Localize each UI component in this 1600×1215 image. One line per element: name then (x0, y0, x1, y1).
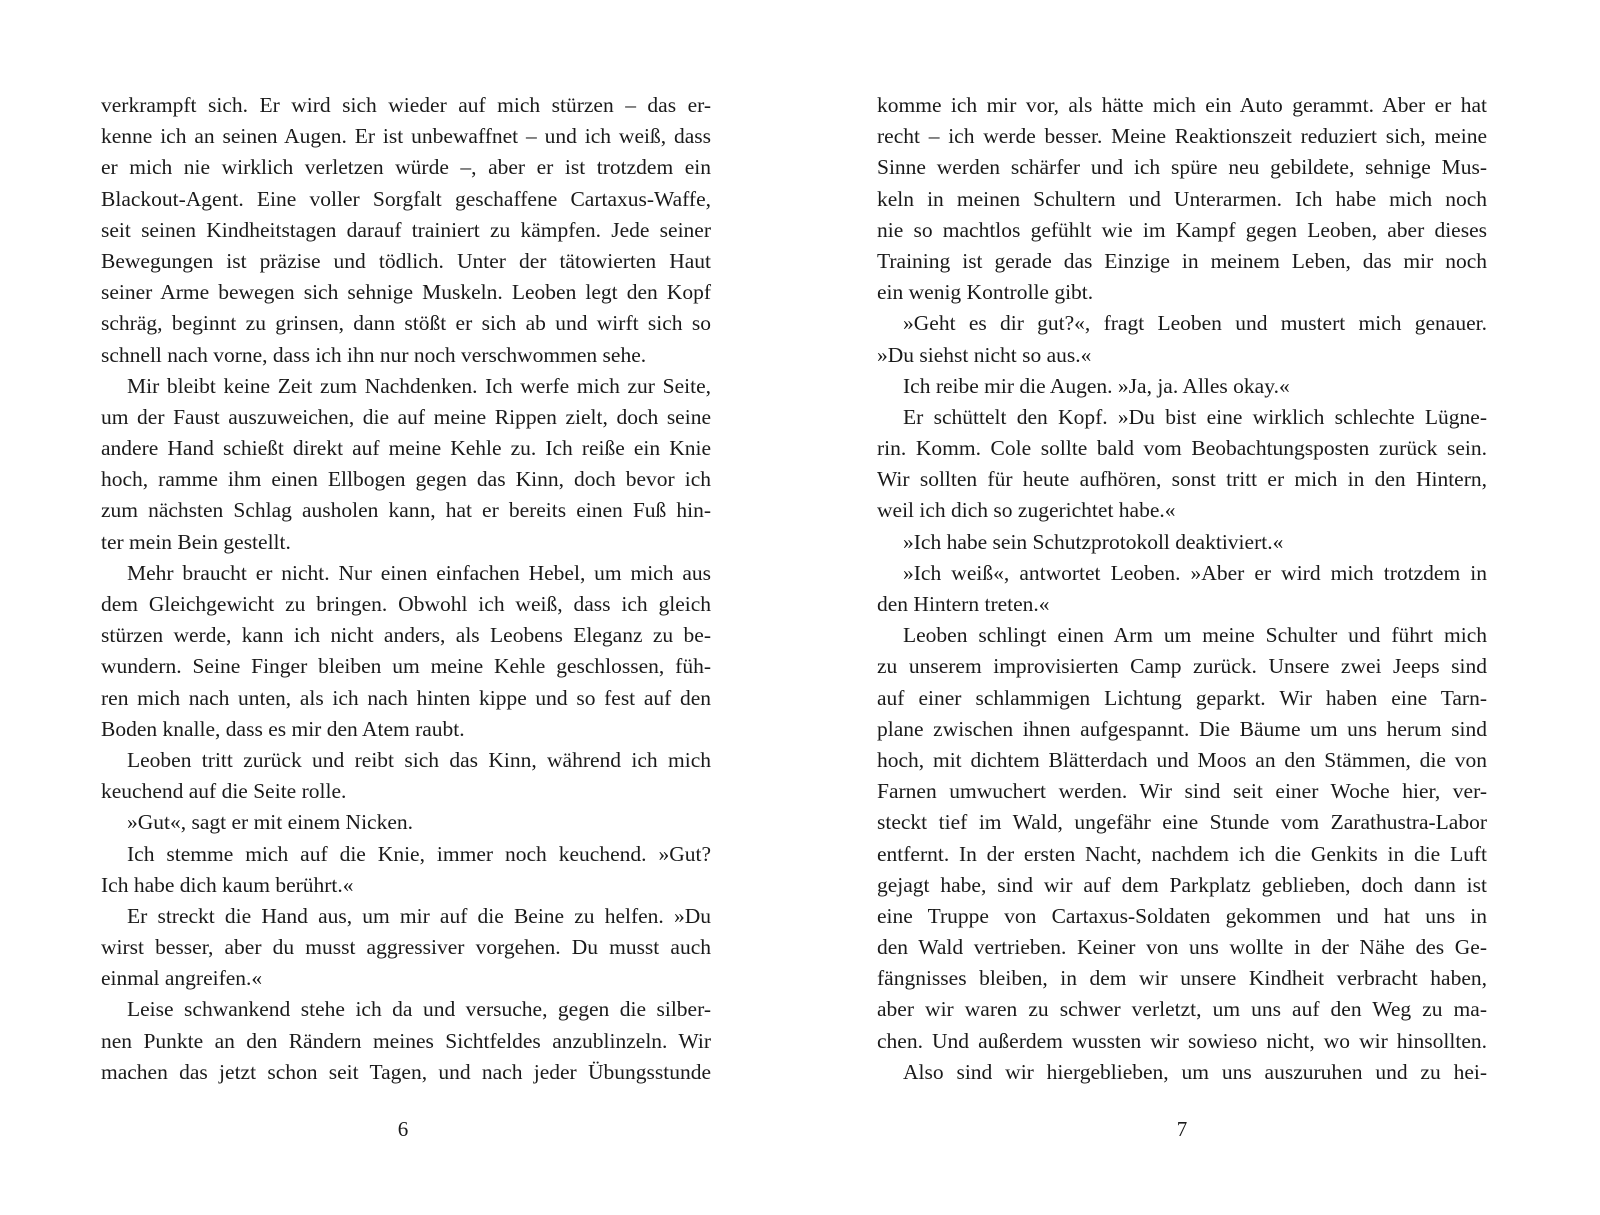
text-line: Er streckt die Hand aus, um mir auf die Beine zu helfen. »Du (127, 903, 711, 928)
text-line: »Geht es dir gut?«, fragt Leoben und mustert mich genauer. (903, 311, 1487, 336)
text-line: aber wir waren zu schwer verletzt, um uns auf den Weg zu ma- (877, 997, 1487, 1022)
text-line: komme ich mir vor, als hätte mich ein Auto gerammt. Aber er hat (877, 93, 1487, 117)
text-line: Bewegungen ist präzise und tödlich. Unter der tätowierten Haut (101, 248, 711, 273)
text-line: keln in meinen Schultern und Unterarmen. Ich habe mich noch (877, 186, 1487, 211)
text-line: Leoben schlingt einen Arm um meine Schulter und führt mich (903, 623, 1487, 648)
text-line: ren mich nach unten, als ich nach hinten kippe und so fest auf den (101, 685, 711, 710)
text-line: Farnen umwuchert werden. Wir sind seit einer Woche hier, ver- (877, 779, 1487, 804)
text-line: rin. Komm. Cole sollte bald vom Beobachtungsposten zurück sein. (877, 436, 1487, 461)
text-line: ein wenig Kontrolle gibt. (877, 280, 1094, 305)
left-page-number: 6 (397, 1117, 409, 1141)
text-line: wundern. Seine Finger bleiben um meine Kehle geschlossen, füh- (101, 654, 711, 679)
text-line: seit seinen Kindheitstagen darauf trainiert zu kämpfen. Jede seiner (101, 217, 711, 242)
text-line: gejagt habe, sind wir auf dem Parkplatz geblieben, doch dann ist (877, 872, 1487, 897)
text-line: Wir sollten für heute aufhören, sonst tritt er mich in den Hintern, (877, 467, 1487, 492)
left-page-text (101, 90, 711, 1088)
text-line: hoch, ramme ihm einen Ellbogen gegen das Kinn, doch bevor ich (101, 467, 711, 492)
text-line: Training ist gerade das Einzige in meinem Leben, das mir noch (877, 248, 1487, 273)
text-line: hoch, mit dichtem Blätterdach und Moos an den Stämmen, die von (877, 747, 1487, 772)
text-line: entfernt. In der ersten Nacht, nachdem ich die Genkits in die Luft (877, 841, 1487, 866)
text-line: keuchend auf die Seite rolle. (101, 779, 347, 804)
text-line: stürzen werde, kann ich nicht anders, als Leobens Eleganz zu be- (101, 623, 711, 648)
text-line: andere Hand schießt direkt auf meine Kehle zu. Ich reiße ein Knie (101, 436, 711, 461)
text-line: Er schüttelt den Kopf. »Du bist eine wirklich schlechte Lügne- (903, 404, 1487, 429)
text-line: »Ich weiß«, antwortet Leoben. »Aber er wird mich trotzdem in (903, 560, 1487, 585)
text-line: ter mein Bein gestellt. (101, 529, 291, 554)
text-line: verkrampft sich. Er wird sich wieder auf mich stürzen – das er- (101, 93, 711, 117)
text-line: Leoben tritt zurück und reibt sich das Kinn, während ich mich (127, 747, 711, 772)
text-line: nie so machtlos gefühlt wie im Kampf gegen Leoben, aber dieses (877, 217, 1487, 242)
text-line: dem Gleichgewicht zu bringen. Obwohl ich weiß, dass ich gleich (101, 592, 711, 616)
text-line: Ich stemme mich auf die Knie, immer noch keuchend. »Gut? (127, 841, 711, 866)
text-line: Ich habe dich kaum berührt.« (101, 872, 354, 897)
text-line: Leise schwankend stehe ich da und versuche, gegen die silber- (127, 997, 711, 1022)
right-page-text (877, 90, 1487, 1088)
text-line: auf einer schlammigen Lichtung geparkt. Wir haben eine Tarn- (877, 685, 1487, 710)
text-line: Sinne werden schärfer und ich spüre neu gebildete, sehnige Mus- (877, 155, 1487, 180)
text-line: Blackout-Agent. Eine voller Sorgfalt geschaffene Cartaxus-Waffe, (101, 186, 711, 211)
text-line: wirst besser, aber du musst aggressiver vorgehen. Du musst auch (101, 935, 711, 960)
text-line: machen das jetzt schon seit Tagen, und nach jeder Übungsstunde (101, 1059, 711, 1084)
text-line: Mehr braucht er nicht. Nur einen einfachen Hebel, um mich aus (127, 560, 711, 585)
text-line: er mich nie wirklich verletzen würde –, aber er ist trotzdem ein (101, 155, 711, 180)
text-line: um der Faust auszuweichen, die auf meine Rippen zielt, doch seine (101, 404, 711, 429)
right-page (800, 0, 1600, 1215)
text-line: seiner Arme bewegen sich sehnige Muskeln. Leoben legt den Kopf (101, 280, 711, 305)
text-line: Mir bleibt keine Zeit zum Nachdenken. Ich werfe mich zur Seite, (127, 373, 711, 398)
text-line: steckt tief im Wald, ungefähr eine Stunde vom Zarathustra-Labor (877, 810, 1487, 835)
text-line: Boden knalle, dass es mir den Atem raubt. (101, 716, 465, 741)
text-line: fängnisses bleiben, in dem wir unsere Kindheit verbracht haben, (877, 966, 1487, 991)
text-line: schnell nach vorne, dass ich ihn nur noch verschwommen sehe. (101, 342, 647, 367)
text-line: chen. Und außerdem wussten wir sowieso nicht, wo wir hinsollten. (877, 1028, 1487, 1053)
text-line: »Ich habe sein Schutzprotokoll deaktiviert.« (903, 529, 1284, 554)
text-line: zu unserem improvisierten Camp zurück. Unsere zwei Jeeps sind (877, 654, 1487, 679)
text-line: recht – ich werde besser. Meine Reaktionszeit reduziert sich, meine (877, 124, 1487, 149)
text-line: kenne ich an seinen Augen. Er ist unbewaffnet – und ich weiß, dass (101, 124, 711, 149)
text-line: den Hintern treten.« (877, 592, 1050, 616)
text-line: plane zwischen ihnen aufgespannt. Die Bäume um uns herum sind (877, 716, 1487, 741)
text-line: »Du siehst nicht so aus.« (877, 342, 1092, 367)
text-line: »Gut«, sagt er mit einem Nicken. (127, 810, 413, 835)
text-line: Ich reibe mir die Augen. »Ja, ja. Alles okay.« (903, 373, 1290, 398)
text-line: weil ich dich so zugerichtet habe.« (877, 498, 1176, 523)
text-line: Also sind wir hiergeblieben, um uns auszuruhen und zu hei- (903, 1059, 1487, 1084)
text-line: schräg, beginnt zu grinsen, dann stößt er sich ab und wirft sich so (101, 311, 711, 336)
right-page-number: 7 (1176, 1117, 1188, 1141)
text-line: den Wald vertrieben. Keiner von uns wollte in der Nähe des Ge- (877, 935, 1487, 960)
text-line: zum nächsten Schlag ausholen kann, hat er bereits einen Fuß hin- (101, 498, 711, 523)
text-line: nen Punkte an den Rändern meines Sichtfeldes anzublinzeln. Wir (101, 1028, 711, 1053)
text-line: eine Truppe von Cartaxus-Soldaten gekommen und hat uns in (877, 903, 1487, 928)
text-line: einmal angreifen.« (101, 966, 263, 991)
